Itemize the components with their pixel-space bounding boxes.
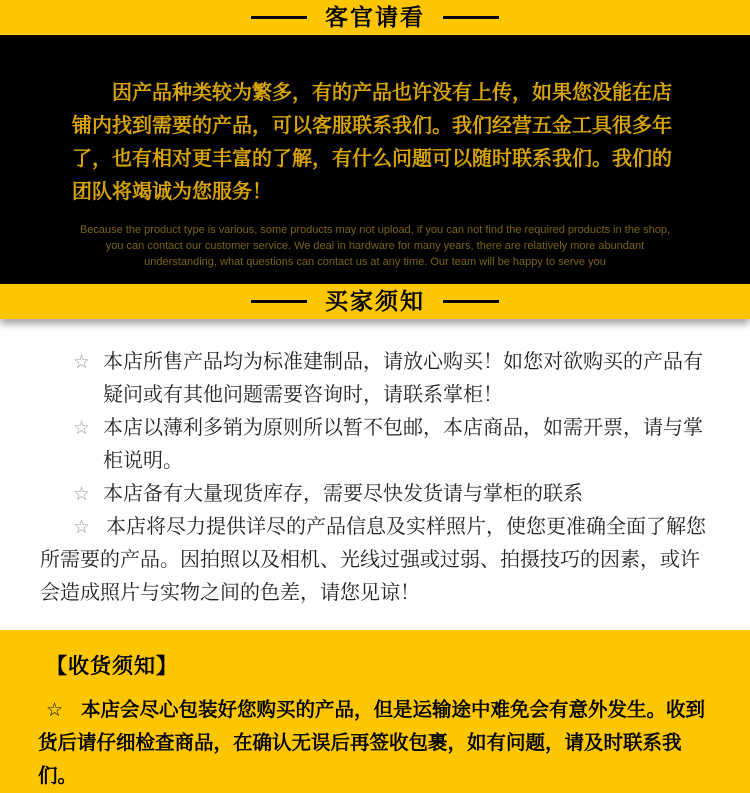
guest-banner (0, 0, 750, 35)
buyer-notes-section (0, 319, 750, 630)
receipt-section (0, 630, 750, 793)
star-bullet-icon: ☆ (73, 418, 91, 439)
list-item (40, 346, 710, 412)
note-text: 本店备有大量现货库存，需要尽快发货请与掌柜的联系 (103, 483, 583, 505)
receipt-heading: 【收货须知】 (46, 655, 178, 678)
list-item (40, 412, 710, 478)
intro-section (0, 35, 750, 284)
guest-banner-title: 客官请看 (325, 4, 425, 30)
star-bullet-icon: ☆ (73, 517, 91, 538)
star-bullet-icon: ☆ (73, 352, 91, 373)
star-bullet-icon: ☆ (46, 700, 64, 721)
title-line-left (251, 300, 307, 303)
receipt-text: 本店会尽心包装好您购买的产品，但是运输途中难免会有意外发生。收到货后请仔细检查商品，在确认无误后再签收包裹，如有问题，请及时联系我们。 (38, 699, 706, 787)
intro-paragraph-cn: 因产品种类较为繁多，有的产品也许没有上传，如果您没能在店铺内找到需要的产品，可以客服联系我们。我们经营五金工具很多年了，也有相对更丰富的了解，有什么问题可以随时联系我们。我们的团队将竭诚为您服务！ (72, 82, 672, 203)
list-item (40, 511, 710, 610)
buyer-banner (0, 284, 750, 319)
note-text: 本店所售产品均为标准建制品，请放心购买！如您对欲购买的产品有疑问或有其他问题需要咨询时，请联系掌柜！ (103, 351, 703, 406)
intro-paragraph-en: Because the product type is various, some products may not upload, if you can not find the required products in the shop, you can contact our customer service. We deal in hardware for many years, there are relatively more abundant understanding, what questions can contact us at any time. Our team will be happy to serve you (79, 224, 671, 268)
list-item (40, 478, 710, 511)
star-bullet-icon: ☆ (73, 484, 91, 505)
title-line-left (251, 16, 307, 19)
receipt-paragraph (38, 694, 712, 793)
title-line-right (443, 300, 499, 303)
buyer-banner-title: 买家须知 (325, 288, 425, 314)
note-text: 本店以薄利多销为原则所以暂不包邮，本店商品，如需开票，请与掌柜说明。 (103, 417, 703, 472)
note-text: 本店将尽力提供详尽的产品信息及实样照片，使您更准确全面了解您所需要的产品。因拍照以及相机、光线过强或过弱、拍摄技巧的因素，或许会造成照片与实物之间的色差，请您见谅！ (40, 516, 707, 604)
title-line-right (443, 16, 499, 19)
